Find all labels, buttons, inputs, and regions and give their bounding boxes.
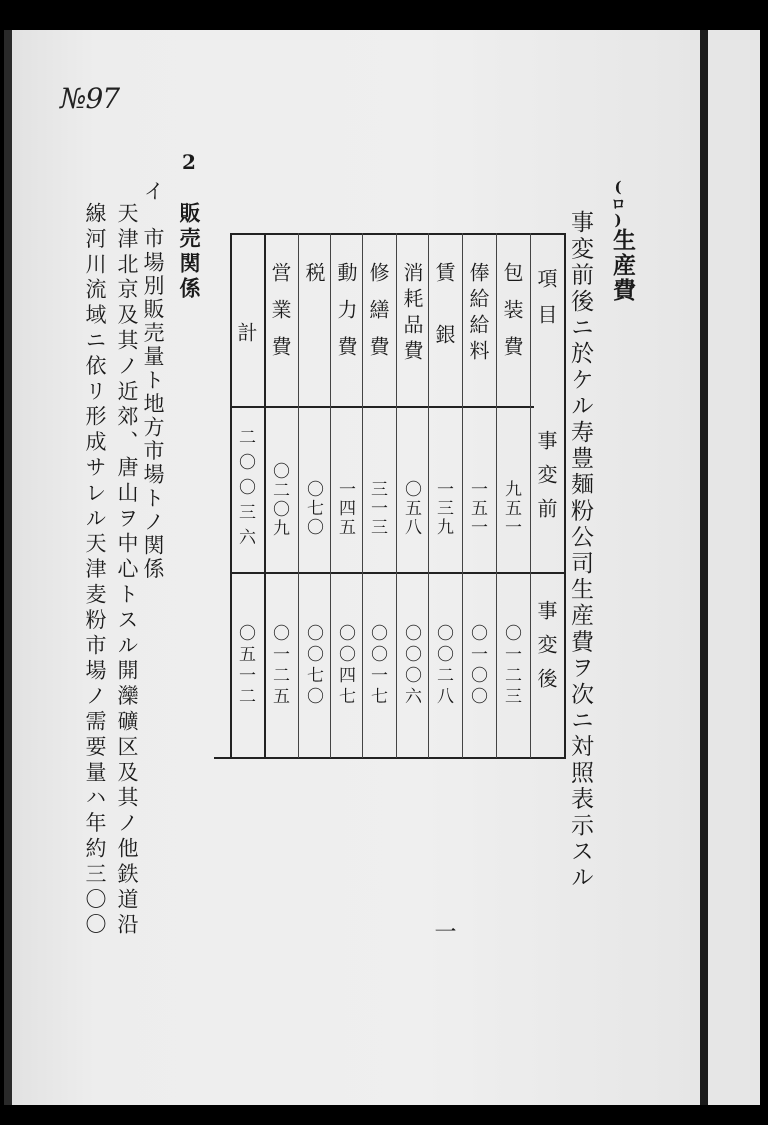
header-after: 事変後 xyxy=(534,600,558,702)
table-row-item: 俸給給料 xyxy=(466,262,490,366)
section-description: 事変前後ニ於ケル寿豊麺粉公司生産費ヲ次ニ対照表示スル xyxy=(567,210,593,892)
section2-body-col1: 天津北京及其ノ近郊、唐山ヲ中心トスル開灤礦区及其ノ他鉄道沿 xyxy=(115,202,139,939)
section-end-mark: 一 xyxy=(431,920,456,942)
table-row-after: 〇一〇〇 xyxy=(467,624,487,708)
table-row-before: 〇七〇 xyxy=(303,480,323,537)
page-marker: №97 xyxy=(60,82,120,115)
table-row-before: 三一三 xyxy=(367,480,387,537)
table-row-after: 〇〇二八 xyxy=(433,624,453,708)
table-row-after: 〇一二五 xyxy=(269,624,289,708)
section2-number: 2 xyxy=(182,150,196,174)
section2-body-col2: 線河川流域ニ依リ形成サレル天津麦粉市場ノ需要量ハ年約三〇〇 xyxy=(83,202,107,939)
table-row-after: 〇五一二 xyxy=(235,624,255,708)
section2-title: 販売関係 xyxy=(177,202,202,302)
table-row-before: 一五一 xyxy=(467,480,487,537)
table-row-item: 動力費 xyxy=(334,262,358,373)
table-row-item: 修繕費 xyxy=(366,262,390,373)
table-row-before: 一四五 xyxy=(335,480,355,537)
table-row-after: 〇一二三 xyxy=(501,624,521,708)
table-row-before: 二〇〇三六 xyxy=(235,428,255,553)
table-row-before: 九五一 xyxy=(501,480,521,537)
table-row-before: 〇五八 xyxy=(401,480,421,537)
table-row-after: 〇〇一七 xyxy=(367,624,387,708)
page-gutter xyxy=(700,30,708,1105)
header-item: 項目 xyxy=(534,268,558,340)
section-title: 生産費 xyxy=(609,228,636,303)
table-row-item: 税 xyxy=(302,262,326,282)
header-before: 事変前 xyxy=(534,430,558,532)
table-row-after: 〇〇四七 xyxy=(335,624,355,708)
table-row-after: 〇〇〇六 xyxy=(401,624,421,708)
section2-subtitle: イ 市場別販売量ト地方市場トノ関係 xyxy=(141,180,165,582)
table-row-before: 一三九 xyxy=(433,480,453,537)
section-number: (ロ) xyxy=(609,178,627,229)
table-row-item: 営業費 xyxy=(268,262,292,373)
table-row-item: 包装費 xyxy=(500,262,524,373)
table-row-item: 計 xyxy=(234,322,258,342)
table-row-before: 〇二〇九 xyxy=(269,462,289,538)
table-row-after: 〇〇七〇 xyxy=(303,624,323,708)
table-row-item: 賃銀 xyxy=(432,262,456,386)
adjacent-page-edge xyxy=(708,30,760,1105)
book-spine-edge xyxy=(4,30,12,1105)
table-row-item: 消耗品費 xyxy=(400,262,424,366)
